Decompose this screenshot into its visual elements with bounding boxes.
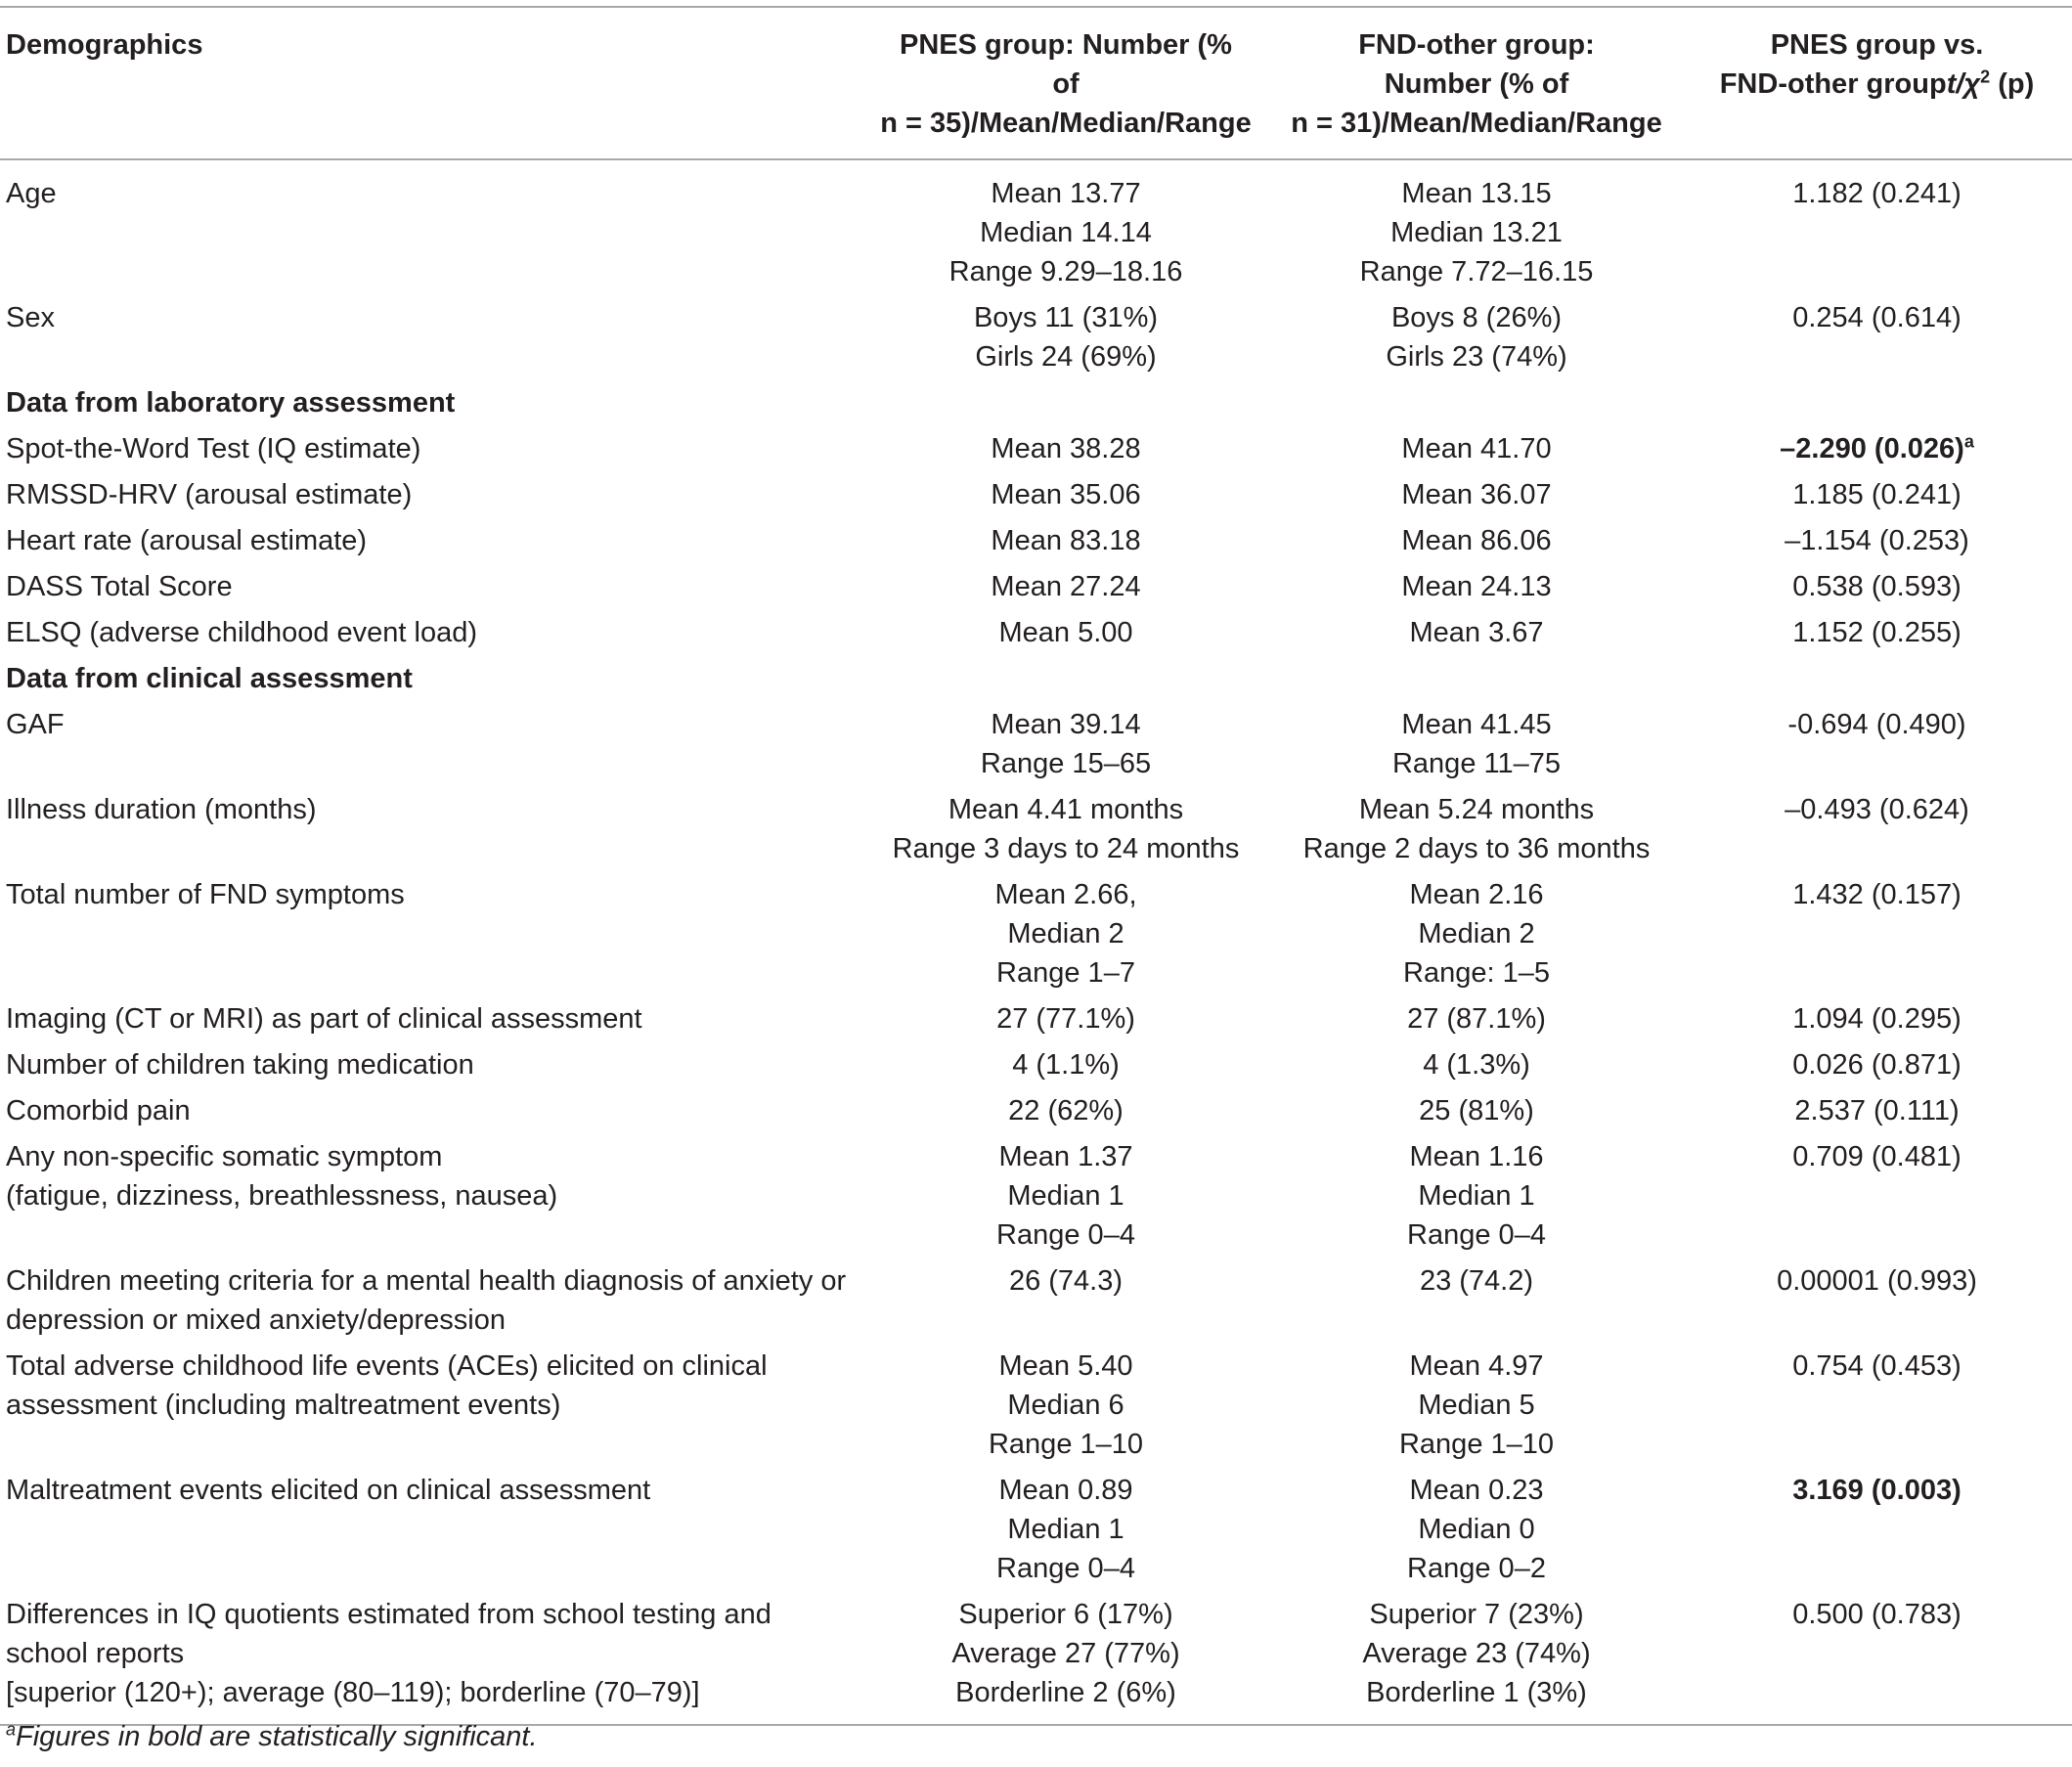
pnes-cell	[860, 787, 1271, 872]
pnes-value: Mean 39.14	[991, 709, 1141, 740]
pnes-value: Mean 5.00	[998, 617, 1133, 648]
pnes-cell	[860, 1088, 1271, 1134]
pnes-value: Median 2	[1007, 918, 1124, 950]
row-label	[0, 518, 860, 564]
row-label	[0, 1592, 860, 1725]
pnes-value: Average 27 (77%)	[951, 1638, 1180, 1669]
stat-cell	[1682, 472, 2072, 518]
fnd-value: Range 11–75	[1391, 748, 1561, 779]
stat-cell	[1682, 996, 2072, 1042]
row-label	[0, 610, 860, 656]
fnd-value: Mean 4.97	[1409, 1350, 1544, 1382]
section-row	[0, 380, 2072, 426]
header-fnd-line: FND-other group:	[1358, 29, 1595, 61]
pnes-value: Mean 38.28	[991, 433, 1141, 464]
fnd-cell	[1271, 702, 1682, 787]
table-row	[0, 1468, 2072, 1592]
fnd-cell	[1271, 564, 1682, 610]
table-row	[0, 295, 2072, 380]
pnes-value: Boys 11 (31%)	[973, 302, 1159, 333]
pnes-cell	[860, 1134, 1271, 1259]
row-label-line: Differences in IQ quotients estimated from school testing and	[6, 1599, 771, 1630]
pnes-cell	[860, 426, 1271, 472]
fnd-cell	[1271, 610, 1682, 656]
stat-value: 3.169 (0.003)	[1792, 1475, 1962, 1506]
row-label	[0, 996, 860, 1042]
pnes-value: 26 (74.3)	[1008, 1265, 1124, 1297]
pnes-value: Range 1–10	[988, 1429, 1144, 1460]
row-label-line: Maltreatment events elicited on clinical assessment	[6, 1475, 651, 1506]
header-pnes-line: n = 35)/Mean/Median/Range	[880, 108, 1252, 139]
fnd-value: Mean 86.06	[1401, 525, 1552, 556]
pnes-cell	[860, 472, 1271, 518]
stat-value: 0.254 (0.614)	[1792, 302, 1962, 333]
row-label-line: Illness duration (months)	[6, 794, 317, 825]
stat-value: –1.154 (0.253)	[1785, 525, 1969, 556]
row-label-line: (fatigue, dizziness, breathlessness, nausea)	[6, 1180, 558, 1212]
fnd-value: Boys 8 (26%)	[1390, 302, 1563, 333]
fnd-value: Girls 23 (74%)	[1386, 341, 1567, 373]
table-row	[0, 1088, 2072, 1134]
pnes-value: Median 6	[1007, 1390, 1124, 1421]
section-heading: Data from laboratory assessment	[6, 387, 456, 419]
fnd-cell	[1271, 426, 1682, 472]
row-label-line: school reports	[6, 1638, 185, 1669]
header-comparison-line	[1690, 65, 2064, 104]
stat-cell	[1682, 1344, 2072, 1468]
stat-value: 1.185 (0.241)	[1792, 479, 1962, 510]
row-label	[0, 787, 860, 872]
fnd-value: Mean 2.16	[1409, 879, 1544, 910]
fnd-value: Range 7.72–16.15	[1359, 256, 1594, 287]
fnd-value: Range 1–10	[1398, 1429, 1555, 1460]
stat-cell	[1682, 1592, 2072, 1725]
pnes-value: Mean 5.40	[998, 1350, 1133, 1382]
stat-cell	[1682, 787, 2072, 872]
pnes-value: Median 14.14	[980, 217, 1152, 248]
table-row	[0, 564, 2072, 610]
table-header	[0, 7, 2072, 159]
pnes-value: Mean 1.37	[998, 1141, 1133, 1172]
stat-cell	[1682, 564, 2072, 610]
row-label	[0, 426, 860, 472]
table-body	[0, 159, 2072, 1725]
table-row	[0, 702, 2072, 787]
pnes-value: Superior 6 (17%)	[958, 1599, 1173, 1630]
row-label	[0, 1088, 860, 1134]
row-label-line: Age	[6, 178, 57, 209]
row-label	[0, 564, 860, 610]
table-row	[0, 1259, 2072, 1344]
fnd-value: Range 0–4	[1407, 1219, 1546, 1251]
table-row	[0, 1042, 2072, 1088]
stat-value: 1.094 (0.295)	[1792, 1003, 1962, 1035]
stat-cell	[1682, 610, 2072, 656]
stat-cell	[1682, 1259, 2072, 1344]
table-row	[0, 159, 2072, 295]
stat-footnote-marker: a	[1963, 431, 1974, 452]
stat-value: 0.00001 (0.993)	[1777, 1265, 1977, 1297]
footnote-marker: a	[6, 1719, 17, 1740]
stat-value: 0.709 (0.481)	[1792, 1141, 1962, 1172]
header-comparison-text: FND-other group	[1719, 68, 1947, 100]
table-row	[0, 996, 2072, 1042]
header-fnd-line: Number (% of	[1384, 68, 1569, 100]
pnes-value: 27 (77.1%)	[996, 1003, 1135, 1035]
fnd-value: Mean 41.70	[1401, 433, 1552, 464]
pnes-cell	[860, 564, 1271, 610]
fnd-cell	[1271, 872, 1682, 996]
table-row	[0, 787, 2072, 872]
fnd-value: Mean 41.45	[1401, 709, 1552, 740]
fnd-cell	[1271, 787, 1682, 872]
row-label-line: ELSQ (adverse childhood event load)	[6, 617, 478, 648]
fnd-value: Range: 1–5	[1403, 957, 1550, 989]
stat-cell	[1682, 295, 2072, 380]
fnd-value: Mean 0.23	[1409, 1475, 1544, 1506]
fnd-value: Mean 36.07	[1401, 479, 1552, 510]
fnd-cell	[1271, 1592, 1682, 1725]
pnes-value: Range 15–65	[980, 748, 1152, 779]
fnd-value: Range 0–2	[1407, 1553, 1546, 1584]
row-label-line: DASS Total Score	[6, 571, 233, 602]
row-label	[0, 1259, 860, 1344]
row-label-line: depression or mixed anxiety/depression	[6, 1304, 506, 1336]
stat-cell	[1682, 702, 2072, 787]
pnes-value: Median 1	[1007, 1180, 1124, 1212]
row-label-line: assessment (including maltreatment events)	[6, 1390, 561, 1421]
fnd-value: Median 0	[1418, 1514, 1535, 1545]
stat-cell	[1682, 1042, 2072, 1088]
table-row	[0, 872, 2072, 996]
pnes-value: Range 3 days to 24 months	[892, 833, 1240, 864]
pnes-value: Mean 35.06	[991, 479, 1141, 510]
fnd-cell	[1271, 996, 1682, 1042]
fnd-cell	[1271, 1259, 1682, 1344]
pnes-cell	[860, 1042, 1271, 1088]
pnes-cell	[860, 1259, 1271, 1344]
row-label-line: Total adverse childhood life events (ACEs) elicited on clinical	[6, 1350, 768, 1382]
fnd-value: Mean 13.15	[1401, 178, 1552, 209]
row-label	[0, 1042, 860, 1088]
stat-cell	[1682, 518, 2072, 564]
pnes-cell	[860, 1592, 1271, 1725]
fnd-value: Mean 24.13	[1401, 571, 1552, 602]
stat-value: 0.754 (0.453)	[1792, 1350, 1962, 1382]
pnes-cell	[860, 702, 1271, 787]
pnes-value: Range 0–4	[996, 1219, 1135, 1251]
header-comparison-p: (p)	[1990, 68, 2035, 100]
fnd-cell	[1271, 1088, 1682, 1134]
row-label-line: Spot-the-Word Test (IQ estimate)	[6, 433, 421, 464]
footnote	[6, 1721, 538, 1753]
row-label	[0, 1134, 860, 1259]
fnd-value: 25 (81%)	[1419, 1095, 1534, 1126]
stat-value: 1.182 (0.241)	[1792, 178, 1962, 209]
stat-value: –2.290 (0.026)	[1780, 433, 1964, 464]
row-label-line: Number of children taking medication	[6, 1049, 474, 1081]
header-comparison-superscript: 2	[1980, 66, 1991, 87]
pnes-cell	[860, 1344, 1271, 1468]
pnes-value: Mean 83.18	[991, 525, 1141, 556]
header-comparison-line: PNES group vs.	[1770, 29, 1984, 61]
row-label	[0, 295, 860, 380]
fnd-value: 4 (1.3%)	[1423, 1049, 1530, 1081]
header-pnes-line: of	[1052, 68, 1080, 100]
header-fnd-line: n = 31)/Mean/Median/Range	[1291, 108, 1662, 139]
row-label	[0, 1344, 860, 1468]
section-heading: Data from clinical assessment	[6, 663, 413, 694]
row-label-line: [superior (120+); average (80–119); borderline (70–79)]	[6, 1677, 700, 1708]
stat-value: –0.493 (0.624)	[1785, 794, 1969, 825]
stat-value: 1.152 (0.255)	[1792, 617, 1962, 648]
pnes-cell	[860, 295, 1271, 380]
row-label-line: RMSSD-HRV (arousal estimate)	[6, 479, 413, 510]
header-pnes-group	[860, 7, 1271, 159]
row-label-line: Heart rate (arousal estimate)	[6, 525, 368, 556]
table-row	[0, 426, 2072, 472]
pnes-cell	[860, 996, 1271, 1042]
pnes-cell	[860, 518, 1271, 564]
demographics-table	[0, 6, 2072, 1726]
pnes-value: Mean 27.24	[991, 571, 1141, 602]
pnes-value: Range 9.29–18.16	[948, 256, 1183, 287]
header-pnes-line: PNES group: Number (%	[900, 29, 1232, 61]
table-row	[0, 1134, 2072, 1259]
footnote-text: Figures in bold are statistically significant.	[16, 1721, 538, 1752]
fnd-value: Mean 5.24 months	[1358, 794, 1595, 825]
header-fnd-other-group	[1271, 7, 1682, 159]
table-row	[0, 472, 2072, 518]
fnd-cell	[1271, 159, 1682, 295]
fnd-value: 27 (87.1%)	[1407, 1003, 1546, 1035]
row-label-line: Children meeting criteria for a mental health diagnosis of anxiety or	[6, 1265, 847, 1297]
row-label	[0, 1468, 860, 1592]
stat-cell	[1682, 159, 2072, 295]
table-row	[0, 610, 2072, 656]
fnd-cell	[1271, 1344, 1682, 1468]
pnes-cell	[860, 159, 1271, 295]
pnes-value: Mean 0.89	[998, 1475, 1133, 1506]
fnd-value: Median 2	[1418, 918, 1535, 950]
row-label-line: Total number of FND symptoms	[6, 879, 405, 910]
pnes-value: Range 0–4	[996, 1553, 1135, 1584]
pnes-value: Mean 2.66,	[994, 879, 1137, 910]
row-label	[0, 872, 860, 996]
fnd-cell	[1271, 295, 1682, 380]
fnd-cell	[1271, 518, 1682, 564]
pnes-cell	[860, 610, 1271, 656]
fnd-value: Median 13.21	[1390, 217, 1563, 248]
stat-cell	[1682, 872, 2072, 996]
row-label-line: Comorbid pain	[6, 1095, 191, 1126]
row-label-line: Sex	[6, 302, 55, 333]
stat-cell	[1682, 1088, 2072, 1134]
row-label	[0, 702, 860, 787]
pnes-value: Range 1–7	[996, 957, 1135, 989]
stat-cell	[1682, 426, 2072, 472]
pnes-value: Mean 13.77	[991, 178, 1141, 209]
fnd-value: Median 1	[1418, 1180, 1535, 1212]
stat-cell	[1682, 1468, 2072, 1592]
stat-value: 2.537 (0.111)	[1794, 1095, 1960, 1126]
fnd-cell	[1271, 1134, 1682, 1259]
stat-value: 0.500 (0.783)	[1792, 1599, 1962, 1630]
row-label-line: Any non-specific somatic symptom	[6, 1141, 443, 1172]
fnd-value: Mean 3.67	[1409, 617, 1544, 648]
fnd-cell	[1271, 1042, 1682, 1088]
fnd-value: Median 5	[1418, 1390, 1535, 1421]
fnd-value: Range 2 days to 36 months	[1302, 833, 1651, 864]
fnd-cell	[1271, 472, 1682, 518]
stat-value: 0.538 (0.593)	[1792, 571, 1962, 602]
pnes-value: Median 1	[1007, 1514, 1124, 1545]
pnes-value: Mean 4.41 months	[948, 794, 1184, 825]
fnd-cell	[1271, 1468, 1682, 1592]
fnd-value: Average 23 (74%)	[1362, 1638, 1591, 1669]
fnd-value: Superior 7 (23%)	[1369, 1599, 1584, 1630]
fnd-value: Borderline 1 (3%)	[1366, 1677, 1587, 1708]
fnd-value: Mean 1.16	[1409, 1141, 1544, 1172]
header-comparison	[1682, 7, 2072, 159]
pnes-cell	[860, 872, 1271, 996]
row-label	[0, 472, 860, 518]
table-row	[0, 1592, 2072, 1725]
fnd-value: 23 (74.2)	[1419, 1265, 1534, 1297]
pnes-value: 22 (62%)	[1008, 1095, 1124, 1126]
stat-value: 0.026 (0.871)	[1792, 1049, 1962, 1081]
row-label	[0, 159, 860, 295]
section-row	[0, 656, 2072, 702]
pnes-value: Borderline 2 (6%)	[955, 1677, 1176, 1708]
row-label-line: Imaging (CT or MRI) as part of clinical assessment	[6, 1003, 642, 1035]
table-row	[0, 518, 2072, 564]
pnes-cell	[860, 1468, 1271, 1592]
table-row	[0, 1344, 2072, 1468]
header-comparison-stat: t/χ	[1946, 68, 1981, 100]
stat-value: -0.694 (0.490)	[1787, 709, 1966, 740]
stat-cell	[1682, 1134, 2072, 1259]
row-label-line: GAF	[6, 709, 65, 740]
stat-value: 1.432 (0.157)	[1792, 879, 1962, 910]
pnes-value: 4 (1.1%)	[1012, 1049, 1120, 1081]
header-demographics: Demographics	[6, 29, 203, 61]
pnes-value: Girls 24 (69%)	[975, 341, 1157, 373]
